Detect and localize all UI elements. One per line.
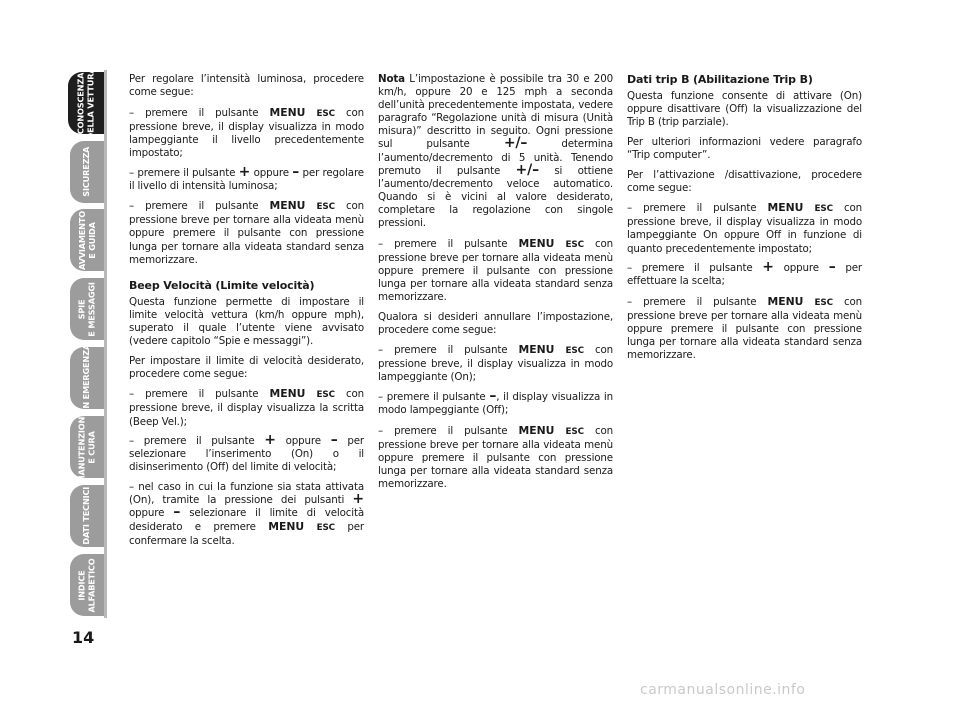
tab-label: CONOSCENZA DELLA VETTURA [75,67,95,139]
minus-key: – [330,432,338,449]
menu-key: MENU [518,343,555,357]
section-heading: Beep Velocità (Limite velocità) [129,278,315,292]
esc-key: ESC [814,204,833,215]
paragraph: – premere il pulsante MENU ESC con pressione breve, il display visualizza in modo lampeggiante (On); [378,343,613,384]
paragraph: Nota L’impostazione è possibile tra 30 e 200 km/h, oppure 20 e 125 mph a seconda dell’unità precedentemente impostata, vedere paragrafo “Regolazione unità di misura (Unità misura)” descritto in seguito. Ogni pressione sul pulsante +/– determina l’aumento/decremento di 5 unità. Tenendo premuto il pulsante +/– si ottiene l’aumento/decremento veloce automatico. Quando si è vicini al valore desiderato, completare la regolazione con singole pressioni. [378,73,613,230]
plus-minus-key: +/– [503,135,528,152]
tab-avviamento-e-guida[interactable] [70,209,104,271]
paragraph: – premere il pulsante + oppure – per selezionare l’inserimento (On) o il disinserimento (Off) del limite di velocità; [129,432,365,474]
tab-label: AVVIAMENTO E GUIDA [76,210,97,270]
paragraph: Per ulteriori informazioni vedere paragrafo “Trip computer”. [627,135,862,161]
esc-key: ESC [316,523,335,534]
minus-key: – [828,259,836,276]
page-number: 14 [72,628,95,647]
section-tab-rail [0,0,110,709]
esc-key: ESC [565,239,584,250]
plus-key: + [762,259,774,276]
paragraph: – premere il pulsante + oppure – per effettuare la scelta; [627,259,863,288]
menu-key: MENU [518,236,555,250]
tab-label: SPIE E MESSAGGI [76,281,96,337]
paragraph: – premere il pulsante MENU ESC con pressione breve, il display visualizza la scritta (Beep Vel.); [129,387,364,428]
note-label: Nota [378,73,405,85]
esc-key: ESC [316,108,335,119]
paragraph: – nel caso in cui la funzione sia stata attivata (On), tramite la pressione dei pulsanti + oppure – selezionare il limite di velocità desiderato e premere MENU ESC per confermare la scelta. [129,480,365,548]
plus-key: + [352,491,364,508]
watermark-text: carmanualsonline.info [640,682,806,698]
menu-key: MENU [518,423,555,437]
paragraph: – premere il pulsante MENU ESC con pressione breve, il display visualizza in modo lampeggiante On oppure Off in funzione di quanto precedentemente impostato; [627,201,862,255]
minus-key: – [292,163,300,180]
paragraph: Qualora si desideri annullare l’impostazione, procedere come segue: [378,310,613,336]
menu-key: MENU [268,520,305,534]
tab-label: INDICE ALFABETICO [76,558,97,612]
esc-key: ESC [814,297,833,308]
tab-label: MANUTENZIONE E CURA [76,410,97,484]
plus-key: + [264,432,276,449]
tab-manutenzione-e-cura[interactable] [70,410,104,484]
plus-key: + [238,163,251,180]
tab-conoscenza-della-vettura[interactable] [68,67,104,139]
paragraph: Questa funzione consente di attivare (On) oppure disattivare (Off) la visualizzazione del Trip B (trip parziale). [627,90,862,129]
esc-key: ESC [316,202,335,213]
tab-label: IN EMERGENZA [81,344,92,412]
menu-key: MENU [767,294,804,308]
tab-dati-tecnici[interactable] [70,485,104,547]
paragraph: – premere il pulsante + oppure – per regolare il livello di intensità luminosa; [129,163,364,192]
paragraph: Per l’attivazione /disattivazione, procedere come segue: [627,168,862,194]
paragraph: – premere il pulsante –, il display visualizza in modo lampeggiante (Off); [378,388,613,417]
menu-key: MENU [767,201,804,215]
text-column-3 [627,73,862,369]
paragraph: Per regolare l’intensità luminosa, procedere come segue: [129,73,364,99]
plus-minus-key: +/– [515,161,539,178]
minus-key: – [489,388,497,405]
tab-label: DATI TECNICI [81,487,92,545]
paragraph: – premere il pulsante MENU ESC con pressione breve per tornare alla videata menù oppure premere il pulsante con pressione lunga per tornare alla videata standard senza memorizzare. [129,199,364,266]
section-heading: Dati trip B (Abilitazione Trip B) [627,73,813,86]
menu-key: MENU [269,105,306,119]
menu-key: MENU [269,387,306,401]
tab-label: SICUREZZA [81,147,92,197]
paragraph: Per impostare il limite di velocità desiderato, procedere come segue: [129,354,364,380]
esc-key: ESC [565,426,584,437]
tab-sicurezza[interactable] [70,141,104,203]
tab-spie-e-messaggi[interactable] [70,278,104,340]
esc-key: ESC [565,346,584,357]
paragraph: Questa funzione permette di impostare il limite velocità vettura (km/h oppure mph), superato il quale l’utente viene avvisato (vedere capitolo “Spie e messaggi”). [129,295,364,348]
text-column-1 [129,73,364,555]
minus-key: – [173,504,181,521]
paragraph: – premere il pulsante MENU ESC con pressione breve, il display visualizza in modo lampeggiante il livello precedentemente impostato; [129,105,364,159]
paragraph: – premere il pulsante MENU ESC con pressione breve per tornare alla videata menù oppure premere il pulsante con pressione lunga per tornare alla videata standard senza memorizzare. [378,236,613,303]
tab-rail-divider [104,70,107,618]
paragraph: – premere il pulsante MENU ESC con pressione breve per tornare alla videata menù oppure premere il pulsante con pressione lunga per tornare alla videata standard senza memorizzare. [378,423,613,491]
paragraph: – premere il pulsante MENU ESC con pressione breve per tornare alla videata menù oppure premere il pulsante con pressione lunga per tornare alla videata standard senza memorizzare. [627,294,862,362]
esc-key: ESC [316,390,335,401]
text-column-2 [378,73,613,498]
tab-in-emergenza[interactable] [70,344,104,412]
menu-key: MENU [269,199,306,213]
tab-indice-alfabetico[interactable] [70,554,104,616]
